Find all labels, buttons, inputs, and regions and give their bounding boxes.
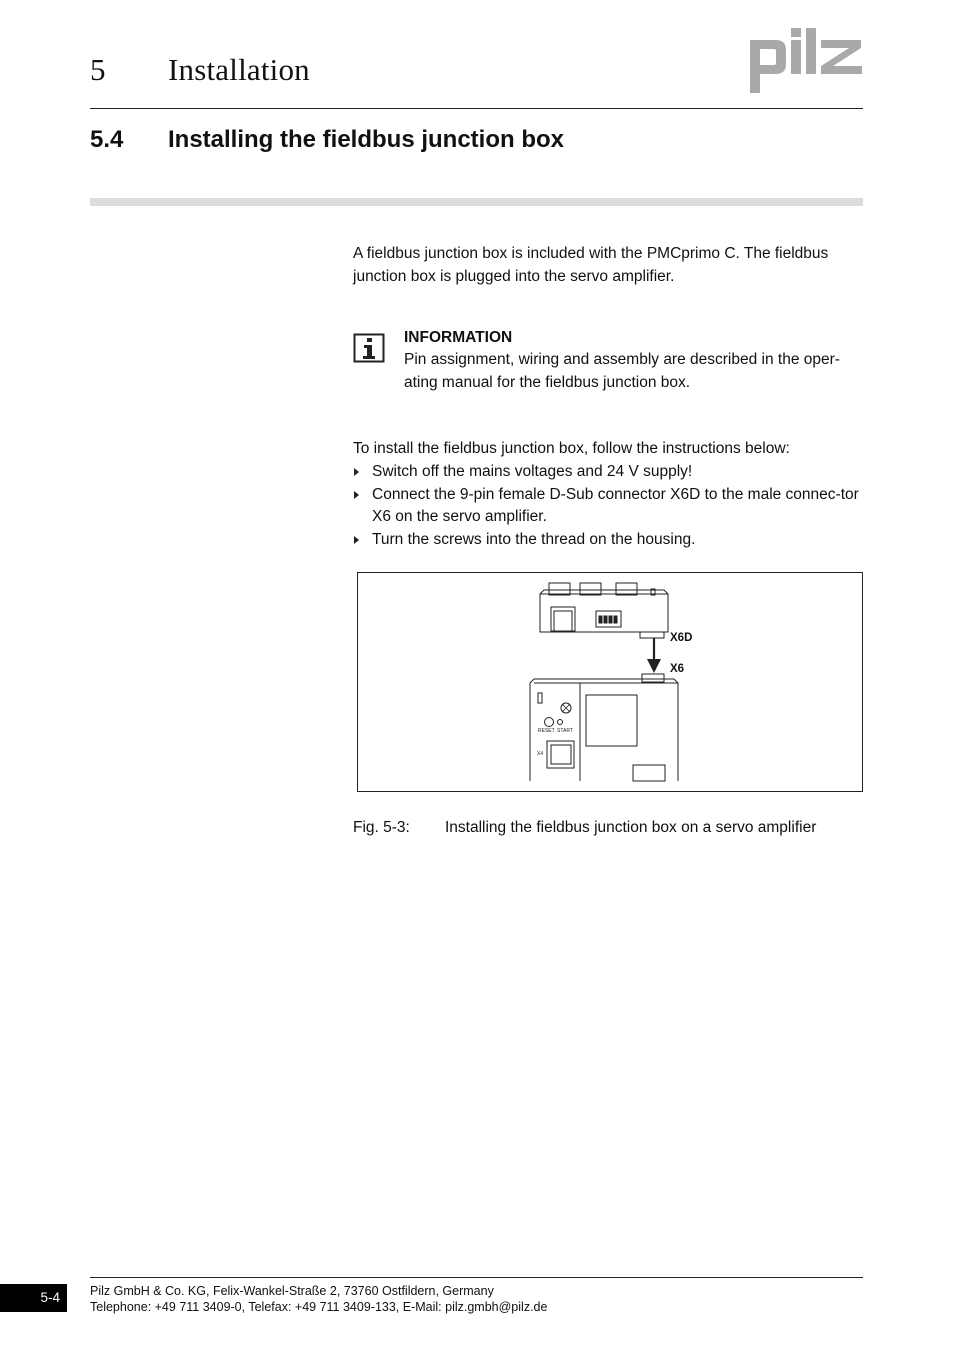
- x4-label: X4: [537, 751, 544, 757]
- section-number: 5.4: [90, 126, 124, 153]
- header-rule: [90, 108, 863, 109]
- list-item: [353, 529, 865, 552]
- x6d-label: X6D: [670, 632, 693, 644]
- footer-address: Pilz GmbH & Co. KG, Felix-Wankel-Straße 2, 73760 Ostfildern, Germany: [90, 1284, 494, 1298]
- bullet-arrow-icon: [354, 491, 359, 499]
- junction-box-drawing: [540, 583, 668, 638]
- x6-label: X6: [670, 663, 685, 675]
- bullet-arrow-icon: [354, 468, 359, 476]
- list-item: [353, 484, 865, 529]
- info-icon: [353, 333, 385, 363]
- instruction-steps: [353, 461, 865, 551]
- figure-junction-box-diagram: [357, 572, 863, 792]
- bullet-arrow-icon: [354, 536, 359, 544]
- section-divider-bar: [90, 198, 863, 206]
- chapter-number: 5: [90, 52, 106, 87]
- start-label: START: [557, 728, 573, 734]
- information-heading: INFORMATION: [404, 329, 513, 346]
- list-item: [353, 461, 865, 484]
- pilz-logo: [748, 26, 866, 96]
- figure-caption-text: Installing the fieldbus junction box on a servo amplifier: [445, 819, 817, 836]
- chapter-title: Installation: [168, 52, 310, 87]
- section-title: Installing the fieldbus junction box: [168, 126, 564, 153]
- insert-arrow: [647, 638, 661, 673]
- information-body: Pin assignment, wiring and assembly are described in the oper-ating manual for the fieldbus junction box.: [404, 351, 840, 391]
- step-text: Connect the 9-pin female D-Sub connector X6D to the male connec-tor X6 on the servo amplifier.: [372, 485, 859, 525]
- instructions-lead: To install the fieldbus junction box, follow the instructions below:: [353, 440, 790, 457]
- page-number: 5-4: [0, 1284, 67, 1312]
- step-text: Switch off the mains voltages and 24 V supply!: [372, 463, 693, 480]
- footer-rule: [90, 1277, 863, 1278]
- intro-paragraph: A fieldbus junction box is included with the PMCprimo C. The fieldbus junction box is plugged into the servo amplifier.: [353, 245, 829, 285]
- step-text: Turn the screws into the thread on the housing.: [372, 530, 696, 548]
- figure-caption-number: Fig. 5-3:: [353, 819, 410, 836]
- reset-label: RESET: [538, 728, 555, 734]
- footer-contact: Telephone: +49 711 3409-0, Telefax: +49 711 3409-133, E-Mail: pilz.gmbh@pilz.de: [90, 1300, 548, 1314]
